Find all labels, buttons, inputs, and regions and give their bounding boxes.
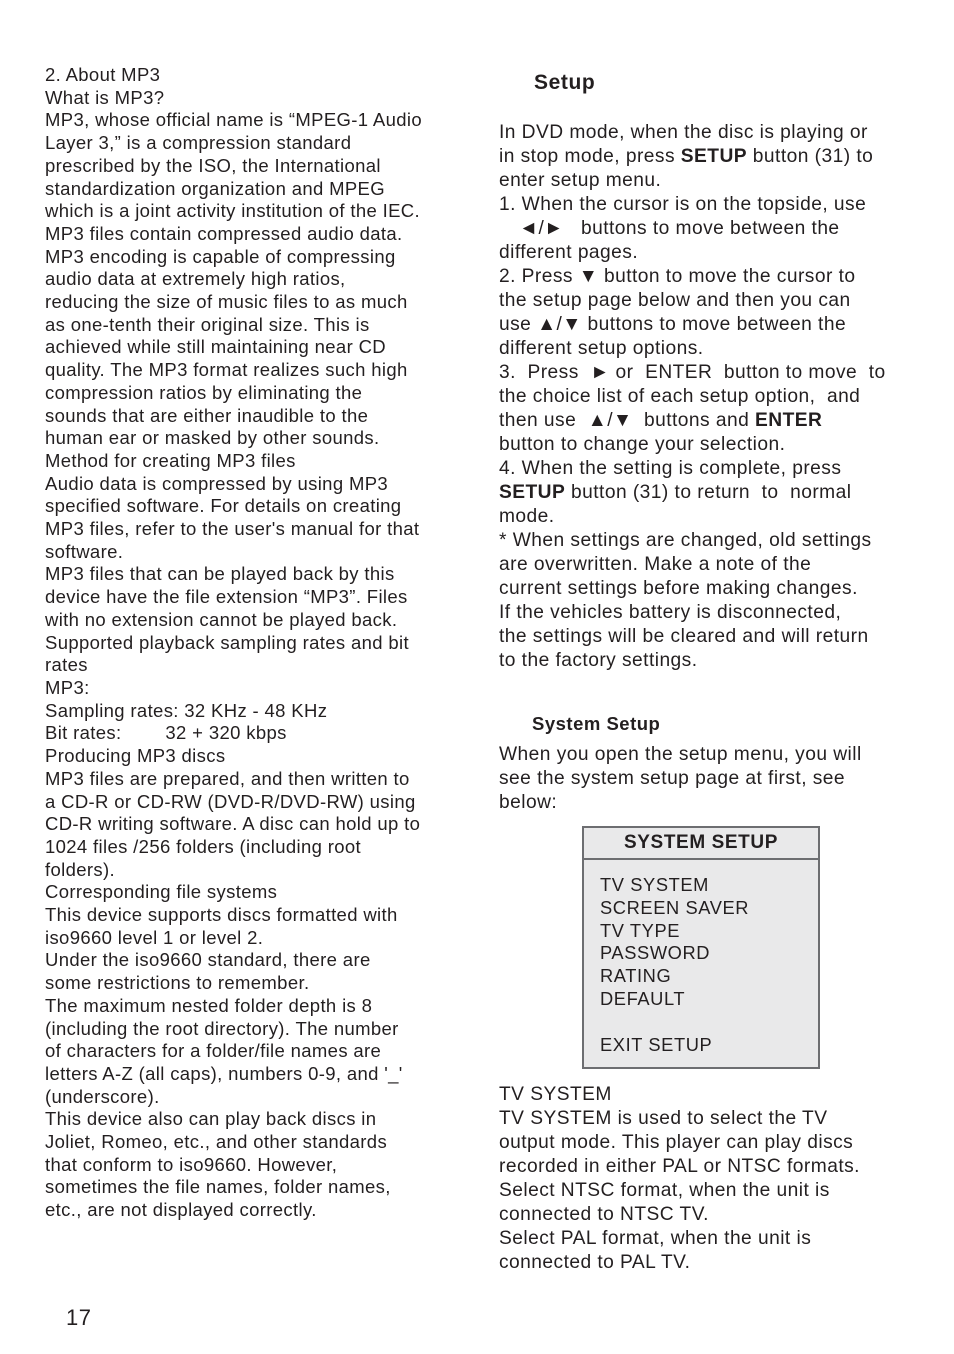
body-line: sometimes the file names, folder names, (45, 1176, 391, 1198)
menu-item-rating: RATING (600, 965, 672, 987)
body-line: Bit rates: 32 + 320 kbps (45, 722, 287, 744)
body-line: iso9660 level 1 or level 2. (45, 926, 264, 948)
step-4 (499, 457, 919, 529)
body-line: the setup page below and then you can (499, 290, 851, 311)
tv-system-section (499, 1083, 919, 1275)
subheading-producing-discs: Producing MP3 discs (45, 745, 226, 767)
body-line: output mode. This player can play discs (499, 1132, 854, 1153)
setup-heading: Setup (534, 71, 596, 94)
body-line: MP3 encoding is capable of compressing (45, 245, 396, 267)
body-line: current settings before making changes. (499, 578, 858, 599)
left-column (45, 64, 465, 1222)
body-line: the settings will be cleared and will return (499, 626, 869, 647)
setup-intro (499, 121, 919, 193)
body-line (499, 481, 919, 505)
body-line: enter setup menu. (499, 170, 662, 191)
body-line: The maximum nested folder depth is 8 (45, 994, 373, 1016)
body-line: This device also can play back discs in (45, 1108, 377, 1130)
body-line: achieved while still maintaining near CD (45, 336, 386, 358)
body-line: 3. Press ► or ENTER button to move to (499, 362, 886, 383)
system-setup-intro (499, 743, 919, 815)
body-line: MP3 files are prepared, and then written to (45, 767, 410, 789)
step-3 (499, 361, 919, 457)
body-line: standardization organization and MPEG (45, 177, 385, 199)
body-line: TV SYSTEM is used to select the TV (499, 1108, 828, 1129)
body-line: button to change your selection. (499, 434, 786, 455)
body-line: Under the iso9660 standard, there are (45, 949, 371, 971)
menu-item-default: DEFAULT (600, 987, 686, 1009)
body-line (499, 409, 919, 433)
body-line: connected to NTSC TV. (499, 1204, 709, 1225)
setup-key-label: SETUP (680, 146, 748, 167)
body-line: with no extension cannot be played back. (45, 608, 398, 630)
body-line: Audio data is compressed by using MP3 (45, 472, 389, 494)
body-line: connected to PAL TV. (499, 1252, 691, 1273)
body-line: Layer 3,” is a compression standard (45, 132, 352, 154)
body-line: letters A-Z (all caps), numbers 0-9, and '_' (45, 1062, 403, 1084)
body-line: MP3 files contain compressed audio data. (45, 222, 403, 244)
body-line: of characters for a folder/file names are (45, 1040, 382, 1062)
body-line: to the factory settings. (499, 650, 698, 671)
body-line: Select NTSC format, when the unit is (499, 1180, 830, 1201)
body-line: ◄/► buttons to move between the (519, 218, 840, 239)
body-line: some restrictions to remember. (45, 972, 310, 994)
setup-key-label: SETUP (499, 482, 566, 503)
step-1 (499, 193, 919, 265)
body-line: different setup options. (499, 338, 704, 359)
step-2 (499, 265, 919, 361)
subheading-sampling-rates: Supported playback sampling rates and bit (45, 631, 410, 653)
subheading-file-systems: Corresponding file systems (45, 881, 278, 903)
body-line: This device supports discs formatted with (45, 904, 398, 926)
body-line: 4. When the setting is complete, press (499, 458, 842, 479)
text-run: button (31) to (747, 146, 874, 167)
text-run: then use ▲/▼ buttons and (499, 410, 756, 431)
body-line: a CD-R or CD-RW (DVD-R/DVD-RW) using (45, 790, 416, 812)
subheading-what-is-mp3: What is MP3? (45, 86, 165, 108)
body-line: see the system setup page at first, see (499, 768, 846, 789)
body-line: folders). (45, 858, 115, 880)
right-column (499, 70, 919, 1275)
menu-item-tv-system: TV SYSTEM (600, 874, 710, 895)
subheading-creating-mp3: Method for creating MP3 files (45, 449, 296, 471)
enter-key-label: ENTER (755, 410, 823, 431)
body-line: human ear or masked by other sounds. (45, 427, 380, 449)
body-line: use ▲/▼ buttons to move between the (499, 314, 847, 335)
body-line: device have the file extension “MP3”. Files (45, 586, 408, 608)
body-line: specified software. For details on creating (45, 495, 402, 517)
body-line: If the vehicles battery is disconnected, (499, 602, 842, 623)
system-setup-heading: System Setup (532, 713, 661, 734)
section-title-about-mp3: 2. About MP3 (45, 64, 161, 85)
body-line: (underscore). (45, 1085, 160, 1107)
menu-title: SYSTEM SETUP (584, 828, 818, 860)
body-line: Select PAL format, when the unit is (499, 1228, 812, 1249)
menu-item-password: PASSWORD (600, 942, 711, 964)
body-line: software. (45, 540, 124, 562)
body-line: different pages. (499, 242, 639, 263)
system-setup-menu-figure (582, 826, 820, 1069)
body-line: below: (499, 792, 558, 813)
body-line: etc., are not displayed correctly. (45, 1199, 317, 1221)
body-line: as one-tenth their original size. This is (45, 313, 370, 335)
body-line: mode. (499, 506, 555, 527)
menu-item-tv-type: TV TYPE (600, 919, 681, 941)
body-line: Sampling rates: 32 KHz - 48 KHz (45, 699, 328, 721)
body-line: 2. Press ▼ button to move the cursor to (499, 266, 856, 287)
text-run: button (31) to return to normal (565, 482, 852, 503)
body-line: (including the root directory). The number (45, 1017, 399, 1039)
text-run: in stop mode, press (499, 146, 681, 167)
page-number: 17 (66, 1305, 92, 1330)
body-line: MP3 files that can be played back by this (45, 563, 395, 585)
body-line: MP3: (45, 676, 90, 698)
body-line: sounds that are either inaudible to the (45, 404, 369, 426)
body-line: * When settings are changed, old settings (499, 530, 872, 551)
body-line: that conform to iso9660. However, (45, 1153, 338, 1175)
body-line: compression ratios by eliminating the (45, 381, 363, 403)
body-line: Joliet, Romeo, etc., and other standards (45, 1131, 388, 1153)
body-line: audio data at extremely high ratios, (45, 268, 346, 290)
body-line: are overwritten. Make a note of the (499, 554, 812, 575)
body-line: recorded in either PAL or NTSC formats. (499, 1156, 860, 1177)
body-line: the choice list of each setup option, and (499, 386, 861, 407)
menu-item-screen-saver: SCREEN SAVER (600, 896, 750, 918)
tv-system-title: TV SYSTEM (499, 1084, 612, 1105)
body-line: 1. When the cursor is on the topside, use (499, 194, 867, 215)
menu-list (600, 874, 749, 1056)
body-line: In DVD mode, when the disc is playing or (499, 122, 868, 143)
settings-note (499, 529, 919, 673)
body-line: CD-R writing software. A disc can hold up to (45, 813, 421, 835)
body-line: which is a joint activity institution of the IEC. (45, 200, 420, 222)
body-line: 1024 files /256 folders (including root (45, 835, 361, 857)
body-line: prescribed by the ISO, the International (45, 154, 381, 176)
menu-item-exit-setup: EXIT SETUP (600, 1033, 713, 1055)
body-line: reducing the size of music files to as much (45, 291, 408, 313)
body-line (499, 145, 919, 169)
body-line: MP3, whose official name is “MPEG-1 Audio (45, 109, 422, 131)
body-line: MP3 files, refer to the user's manual for that (45, 518, 420, 540)
body-line: rates (45, 654, 88, 676)
body-line: When you open the setup menu, you will (499, 744, 862, 765)
body-line: quality. The MP3 format realizes such high (45, 359, 408, 381)
